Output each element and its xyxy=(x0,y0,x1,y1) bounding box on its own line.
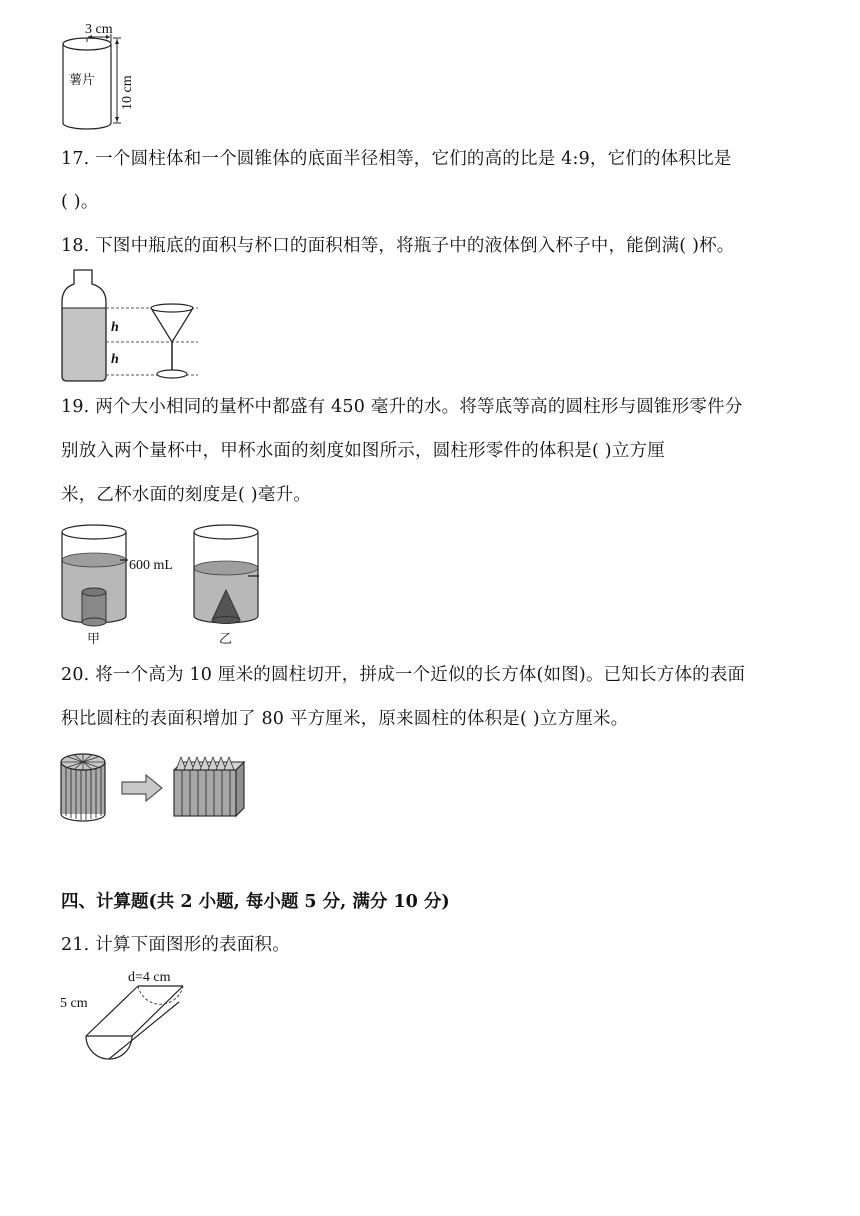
diameter-label: d=4 cm xyxy=(128,970,171,985)
section-4-title: 四、计算题(共 2 小题, 每小题 5 分, 满分 10 分) xyxy=(61,892,450,912)
cup-b-label: 乙 xyxy=(219,632,233,647)
chip-can-figure xyxy=(55,22,145,132)
h-label-top: h xyxy=(111,320,119,335)
q20-line-1: 20. 将一个高为 10 厘米的圆柱切开，拼成一个近似的长方体(如图)。已知长方体的表面 xyxy=(61,665,746,685)
length-label: 5 cm xyxy=(60,996,88,1011)
q20-line-2: 积比圆柱的表面积增加了 80 平方厘米，原来圆柱的体积是( )立方厘米。 xyxy=(61,709,629,729)
scale-label: 600 mL xyxy=(129,558,173,573)
q17-line-1: 17. 一个圆柱体和一个圆锥体的底面半径相等，它们的高的比是 4:9，它们的体积比是 xyxy=(61,149,732,169)
can-body-label: 薯片 xyxy=(69,73,96,88)
cylinder-to-cuboid-figure xyxy=(58,748,250,826)
cup-a-label: 甲 xyxy=(87,632,101,647)
q21-line-1: 21. 计算下面图形的表面积。 xyxy=(61,935,290,955)
half-cylinder-figure xyxy=(55,962,205,1064)
q19-line-2: 别放入两个量杯中，甲杯水面的刻度如图所示，圆柱形零件的体积是( )立方厘 xyxy=(61,441,665,461)
h-label-bottom: h xyxy=(111,352,119,367)
q19-line-3: 米，乙杯水面的刻度是( )毫升。 xyxy=(61,485,311,505)
q17-line-2: ( )。 xyxy=(61,192,99,212)
q19-line-1: 19. 两个大小相同的量杯中都盛有 450 毫升的水。将等底等高的圆柱形与圆锥形零件分 xyxy=(61,397,743,417)
can-width-label: 3 cm xyxy=(85,22,113,37)
q18-line-1: 18. 下图中瓶底的面积与杯口的面积相等，将瓶子中的液体倒入杯子中，能倒满( )杯。 xyxy=(61,236,735,256)
can-height-label: 10 cm xyxy=(120,75,135,110)
bottle-glass-figure xyxy=(58,268,228,386)
beakers-figure xyxy=(58,520,273,648)
